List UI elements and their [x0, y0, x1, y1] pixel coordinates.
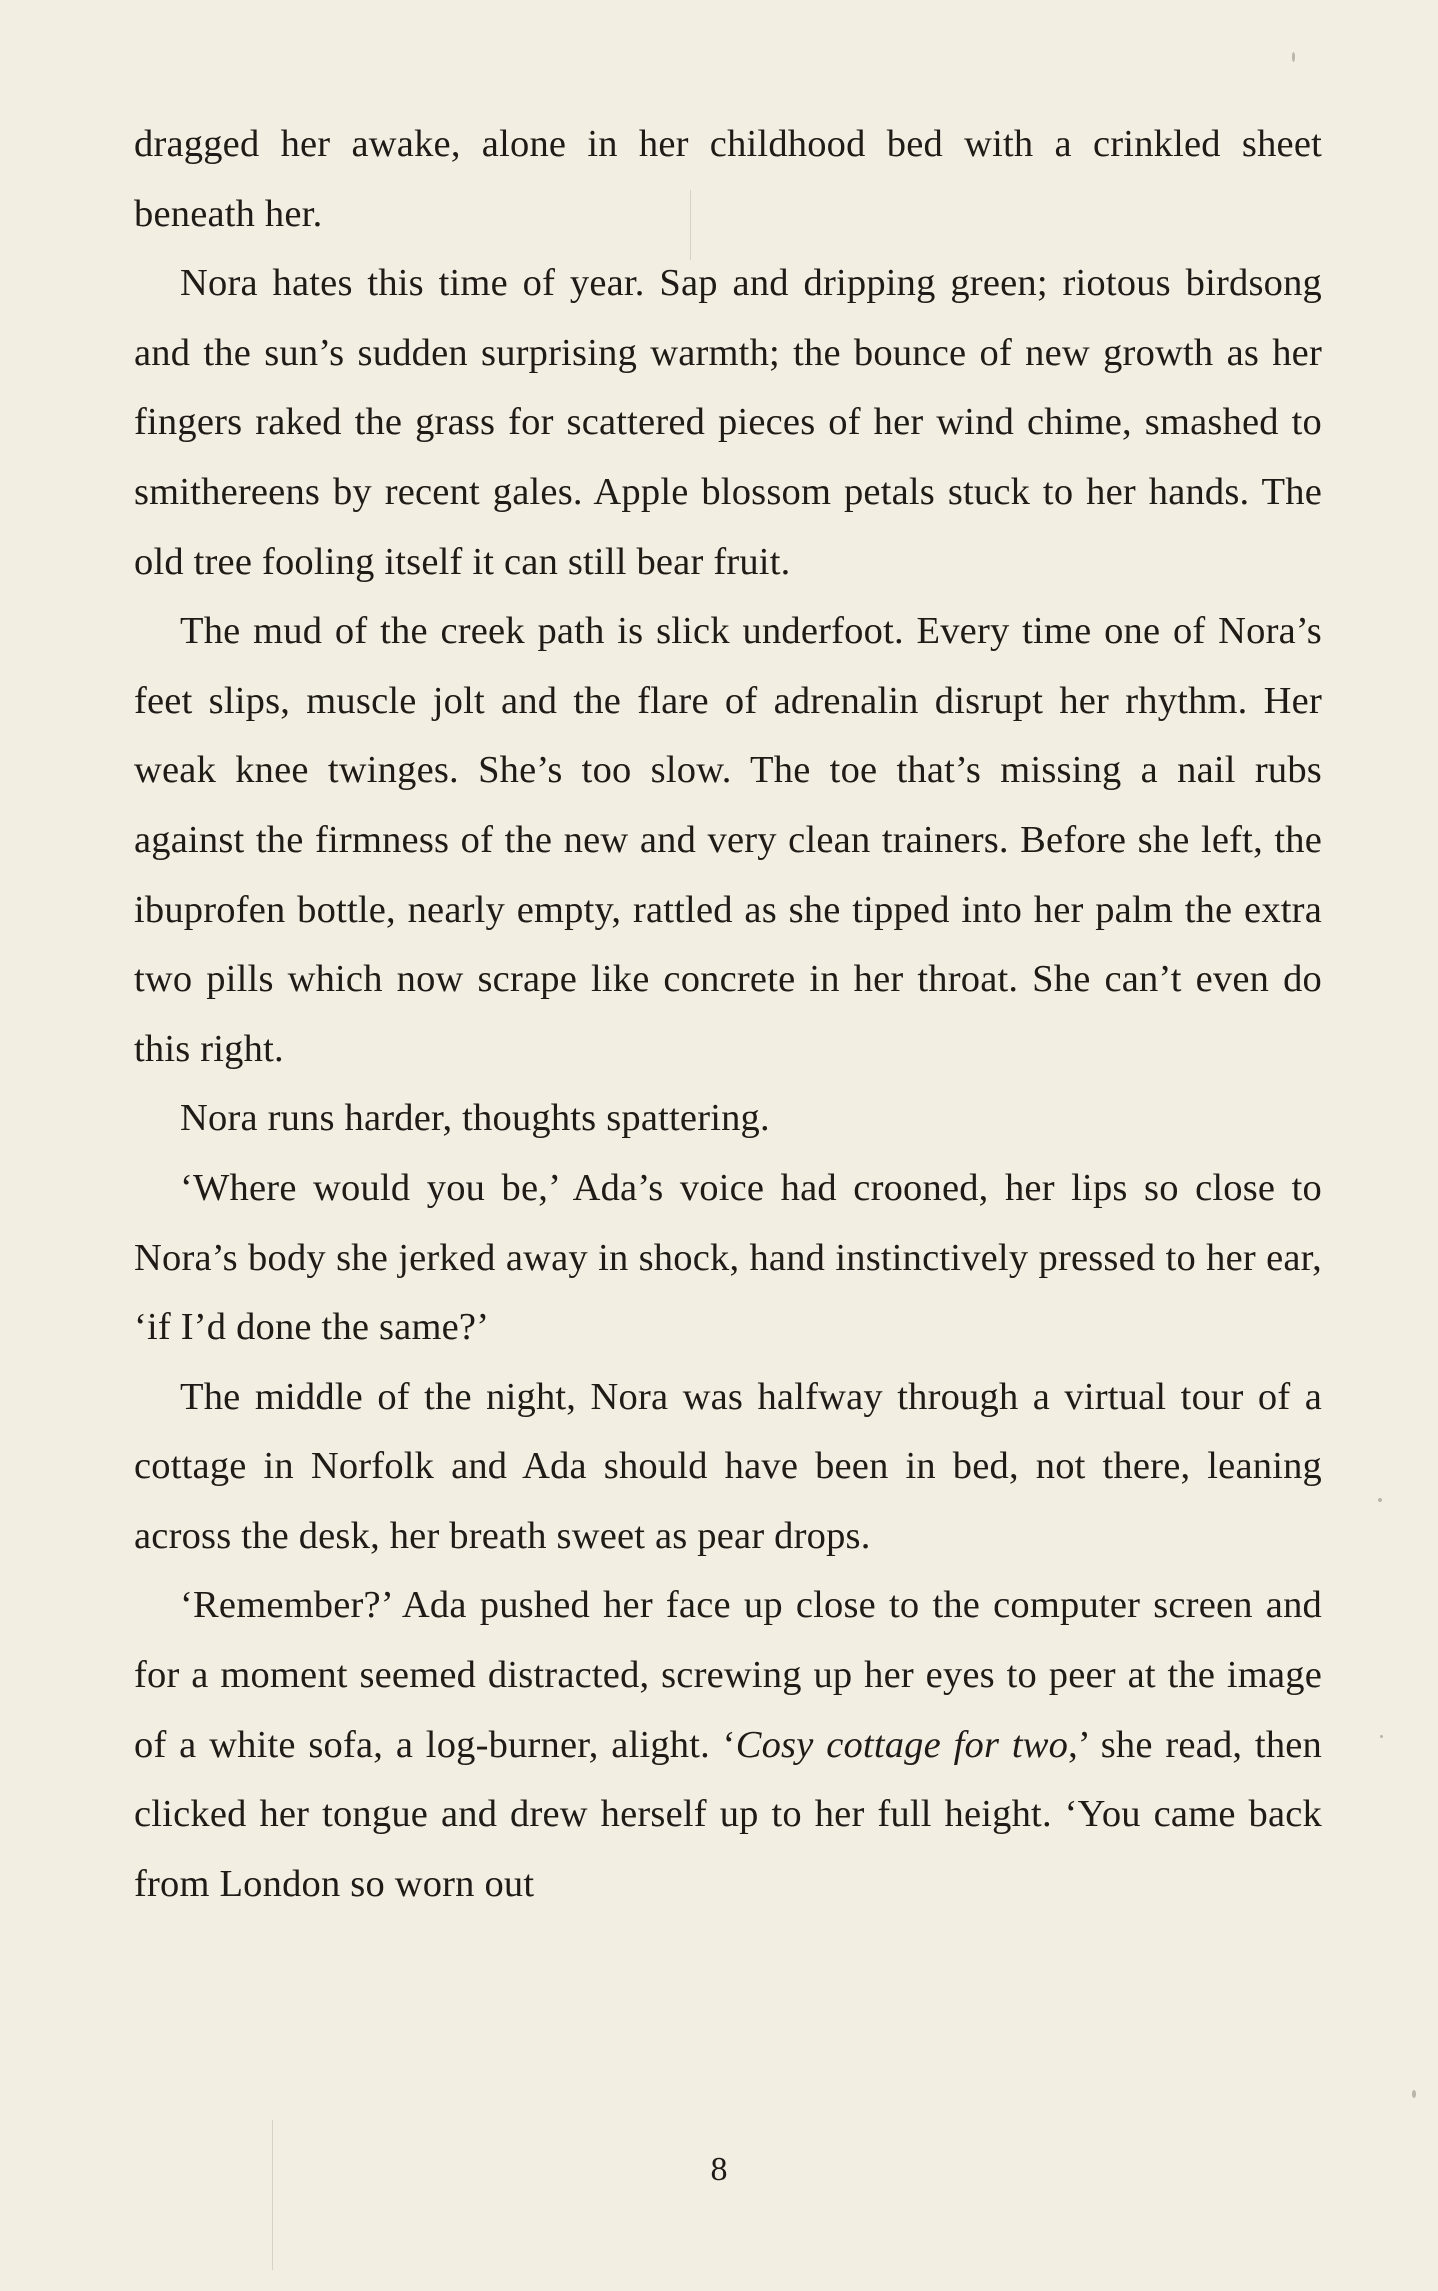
paragraph: [134, 110, 1322, 249]
paper-crease: [272, 2120, 273, 2270]
paragraph: [134, 1154, 1322, 1363]
paragraph-text: The mud of the creek path is slick underfoot. Every time one of Nora’s feet slips, muscle jolt and the flare of adrenalin disrupt her rhythm. Her weak knee twinges. She’s too slow. The toe that’s missing a nail rubs against the firmness of the new and very clean trainers. Before she left, the ibuprofen bottle, nearly empty, rattled as she tipped into her palm the extra two pills which now scrape like concrete in her throat. She can’t even do this right.: [134, 610, 1322, 1070]
paragraph-text: ‘Remember?’ Ada pushed her face up close to the computer screen and for a moment seemed distracted, screwing up her eyes to peer at the image of a white sofa, a log-burner, alight. ‘: [134, 1584, 1322, 1766]
paragraph: [134, 597, 1322, 1084]
paragraph-text: Nora runs harder, thoughts spattering.: [180, 1097, 770, 1140]
paper-speck: [1292, 52, 1295, 62]
paragraph-text: The middle of the night, Nora was halfway through a virtual tour of a cottage in Norfolk and Ada should have been in bed, not there, leaning across the desk, her breath sweet as pear drops.: [134, 1375, 1322, 1557]
paragraph-text: dragged her awake, alone in her childhood bed with a crinkled sheet beneath her.: [134, 123, 1322, 235]
italic-text: Cosy cottage for two: [735, 1723, 1069, 1766]
paragraph: [134, 1571, 1322, 1919]
paper-speck: [1380, 1735, 1383, 1738]
page-number: 8: [710, 2151, 728, 2188]
paragraph: [134, 249, 1322, 597]
paragraph-text: Nora hates this time of year. Sap and dripping green; riotous birdsong and the sun’s sudden surprising warmth; the bounce of new growth as her fingers raked the grass for scattered pieces of her wind chime, smashed to smithereens by recent gales. Apple blossom petals stuck to her hands. The old tree fooling itself it can still bear fruit.: [134, 262, 1322, 583]
body-text: [134, 110, 1322, 1919]
paper-speck: [1412, 2090, 1416, 2098]
paragraph-text: ‘Where would you be,’ Ada’s voice had crooned, her lips so close to Nora’s body she jerked away in shock, hand instinctively pressed to her ear, ‘if I’d done the same?’: [134, 1166, 1322, 1349]
paragraph: [134, 1084, 1322, 1154]
paragraph-text: ,’ she read, then clicked her tongue and drew herself up to her full height. ‘You came back from London so worn out: [134, 1723, 1323, 1905]
paper-speck: [1378, 1498, 1382, 1502]
paragraph: [134, 1363, 1322, 1572]
